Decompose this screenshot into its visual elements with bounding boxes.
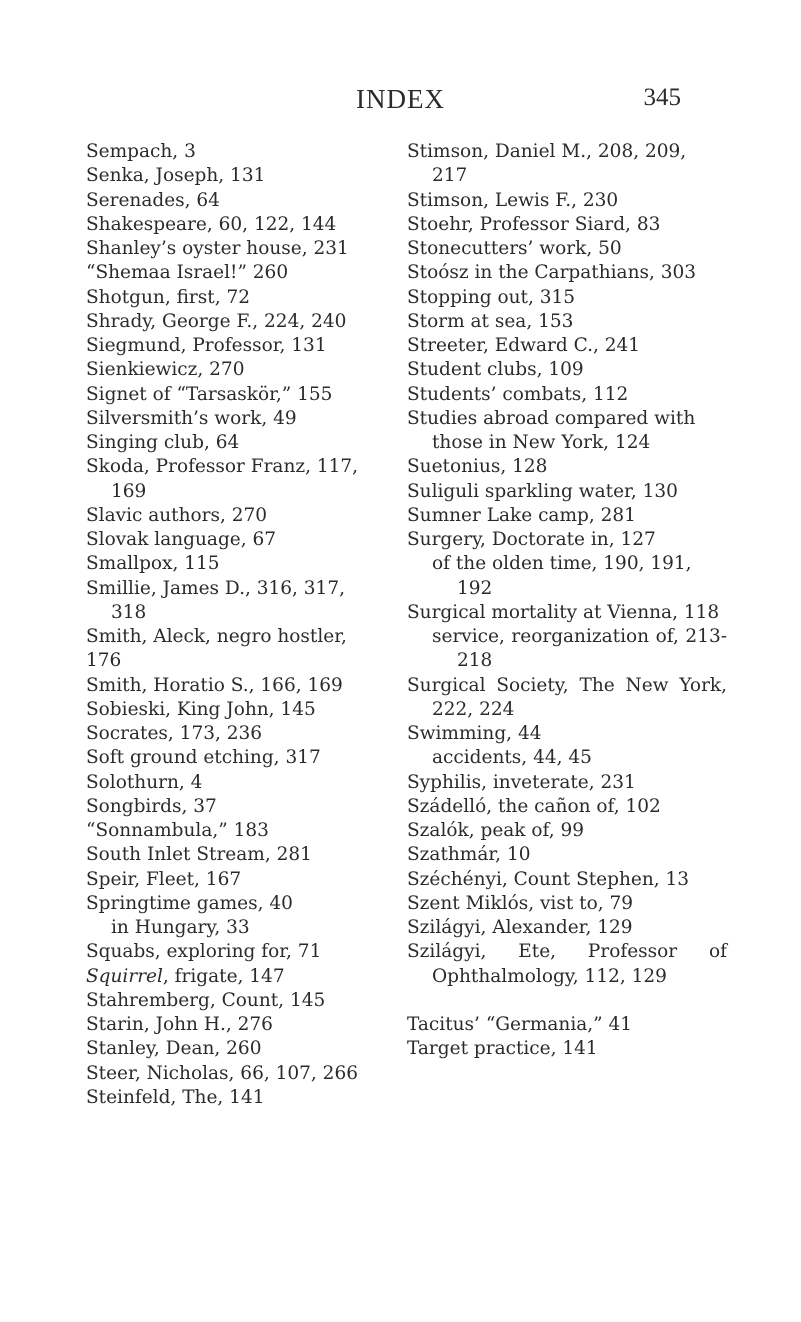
index-entry: Serenades, 64 — [86, 189, 220, 211]
index-entry: Slavic authors, 270 — [86, 504, 268, 526]
index-entry: Stimson, Daniel M., 208, 209, 217 — [407, 141, 687, 187]
index-entry: Steer, Nicholas, 66, 107, 266 — [86, 1062, 358, 1084]
index-entry: Smith, Aleck, negro hostler, 176 — [86, 626, 347, 672]
page-number: 345 — [643, 84, 681, 111]
index-entry: Surgical mortality at Vienna, 118 — [407, 601, 720, 623]
index-entry-italic-term: Squirrel — [86, 965, 163, 987]
page-header — [0, 84, 801, 114]
index-entry: Squabs, exploring for, 71 — [86, 941, 322, 963]
index-entry: Stanley, Dean, 260 — [86, 1038, 262, 1060]
index-entry: Students’ combats, 112 — [407, 383, 629, 405]
index-entry: Surgery, Doctorate in, 127 — [407, 529, 656, 550]
index-column-left — [86, 140, 386, 1110]
index-entry: Singing club, 64 — [86, 432, 240, 453]
index-entry: Streeter, Edward C., 241 — [407, 335, 641, 356]
index-entry: Szalók, peak of, 99 — [407, 820, 585, 841]
index-entry: Stahremberg, Count, 145 — [86, 989, 326, 1011]
index-entry: Springtime games, 40 — [86, 892, 293, 914]
index-entry: Storm at sea, 153 — [407, 310, 574, 332]
index-entry: Shanley’s oyster house, 231 — [86, 238, 349, 259]
index-entry: Sobieski, King John, 145 — [86, 698, 316, 720]
index-entry: South Inlet Stream, 281 — [86, 844, 312, 866]
index-entry: Steinfeld, The, 141 — [86, 1086, 265, 1108]
index-subentry: accidents, 44, 45 — [432, 747, 592, 769]
index-entry: Sempach, 3 — [86, 141, 196, 162]
page-title: INDEX — [356, 84, 445, 114]
index-entry: Syphilis, inveterate, 231 — [407, 771, 636, 793]
index-entry: Stimson, Lewis F., 230 — [407, 189, 619, 211]
index-entry: Szilágyi, Alexander, 129 — [407, 917, 633, 938]
index-entry: Stopping out, 315 — [407, 286, 576, 308]
index-entry: “Shemaa Israel!” 260 — [86, 262, 289, 284]
index-entry: Siegmund, Professor, 131 — [86, 335, 327, 356]
index-entry: Smillie, James D., 316, 317, 318 — [86, 577, 345, 623]
index-entry: Tacitus’ “Germania,” 41 — [407, 1013, 633, 1035]
index-entry: Student clubs, 109 — [407, 359, 584, 381]
index-subentry: of the olden time, 190, 191, 192 — [432, 553, 692, 599]
index-entry: Stoehr, Professor Siard, 83 — [407, 213, 661, 235]
index-entry: Szilágyi, Ete, Professor of Ophthalmology, 112, 129 — [407, 941, 727, 987]
index-entry: Széchényi, Count Stephen, 13 — [407, 868, 690, 890]
index-entry: Slovak language, 67 — [86, 529, 277, 550]
index-entry: Target practice, 141 — [407, 1038, 598, 1059]
index-entry: Studies abroad compared with those in New York, 124 — [407, 407, 696, 453]
index-entry: “Sonnambula,” 183 — [86, 820, 269, 841]
index-entry: Senka, Joseph, 131 — [86, 165, 266, 187]
index-entry: Silversmith’s work, 49 — [86, 407, 297, 429]
index-entry: Suliguli sparkling water, 130 — [407, 480, 678, 502]
index-entry: Szent Miklós, vist to, 79 — [407, 892, 634, 914]
index-subentry: service, reorganization of, 213-218 — [432, 626, 727, 672]
index-entry: Socrates, 173, 236 — [86, 723, 263, 744]
index-entry: Smallpox, 115 — [86, 553, 220, 575]
index-entry: Shrady, George F., 224, 240 — [86, 310, 347, 332]
index-entry: Stoósz in the Carpathians, 303 — [407, 262, 697, 284]
index-entry — [86, 965, 386, 989]
index-entry: Smith, Horatio S., 166, 169 — [86, 674, 343, 696]
index-entry: Szathmár, 10 — [407, 844, 531, 866]
index-entry: Soft ground etching, 317 — [86, 747, 321, 769]
index-entry: Sumner Lake camp, 281 — [407, 504, 636, 526]
index-entry: Songbirds, 37 — [86, 795, 217, 817]
index-entry: Surgical Society, The New York, 222, 224 — [407, 674, 727, 720]
index-entry: Shakespeare, 60, 122, 144 — [86, 213, 337, 235]
index-entry: Swimming, 44 — [407, 723, 542, 744]
index-entry-rest: , frigate, 147 — [162, 965, 285, 987]
index-entry: Skoda, Professor Franz, 117, 169 — [86, 456, 359, 502]
index-entry: Suetonius, 128 — [407, 456, 548, 478]
index-entry: Speir, Fleet, 167 — [86, 868, 242, 890]
index-entry: Signet of “Tarsaskör,” 155 — [86, 383, 333, 405]
index-column-right — [407, 140, 727, 1061]
index-entry: Shotgun, first, 72 — [86, 286, 251, 308]
index-entry: Sienkiewicz, 270 — [86, 359, 245, 381]
index-entry: Stonecutters’ work, 50 — [407, 238, 622, 259]
index-entry: Szádelló, the cañon of, 102 — [407, 795, 661, 817]
index-entry: Solothurn, 4 — [86, 771, 203, 793]
index-subentry: in Hungary, 33 — [111, 917, 250, 938]
index-entry: Starin, John H., 276 — [86, 1014, 273, 1035]
